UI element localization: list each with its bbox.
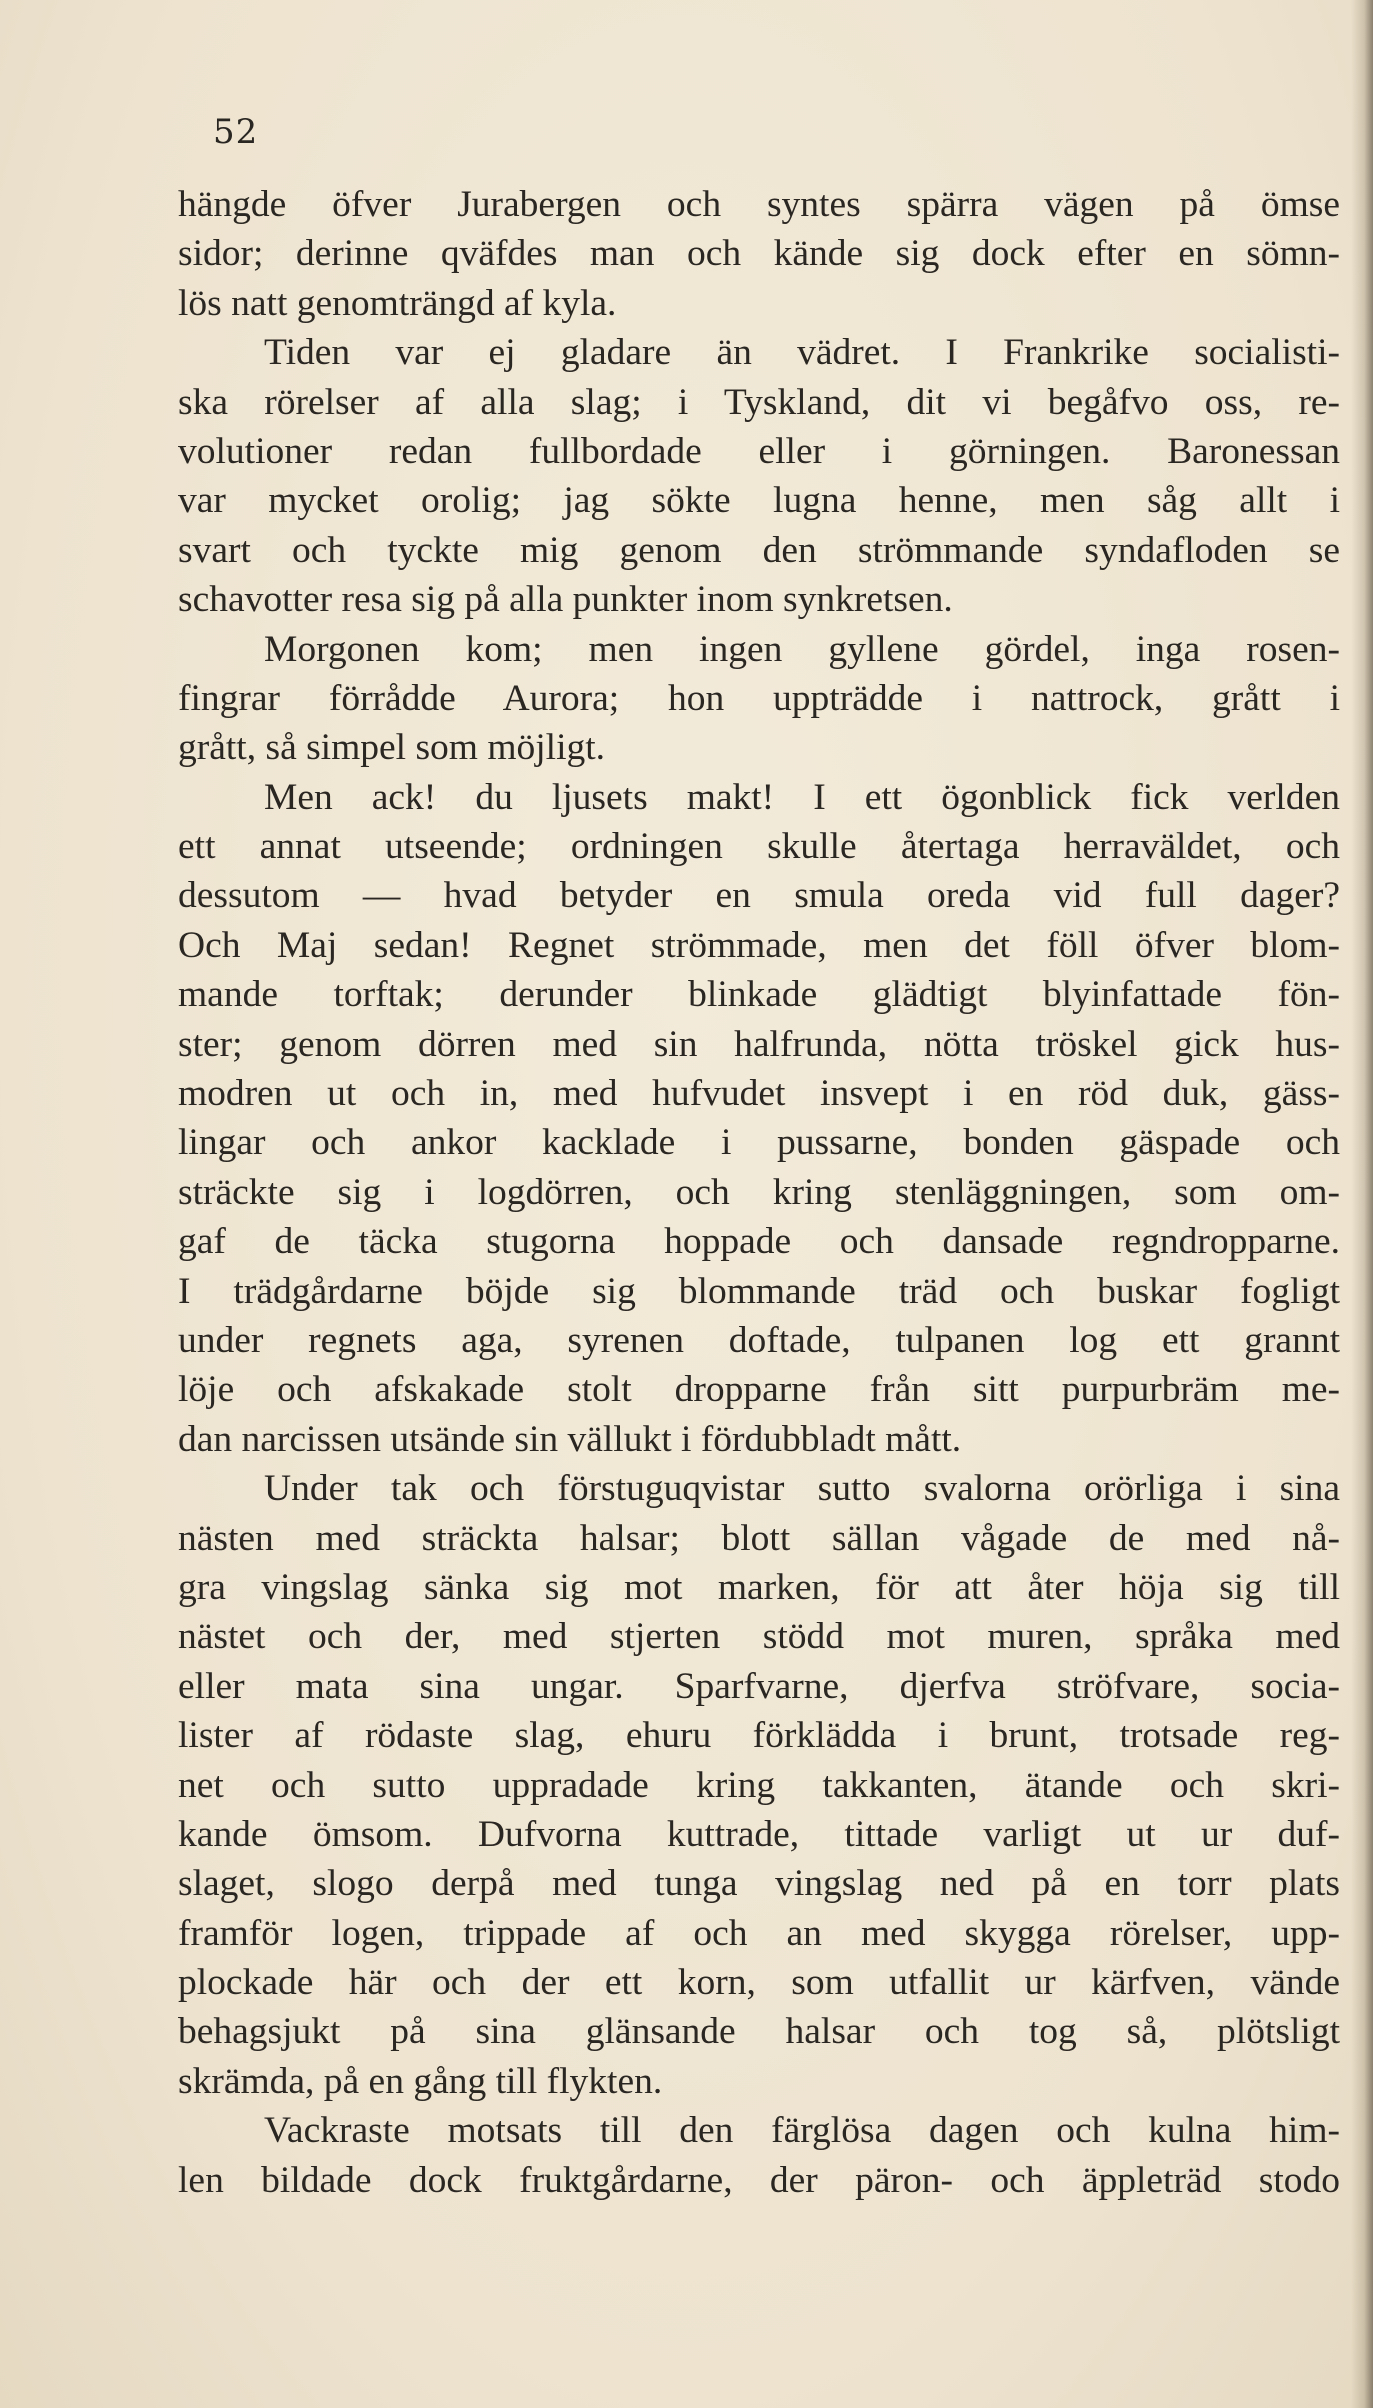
text-line: under regnets aga, syrenen doftade, tulpanen log ett grannt xyxy=(178,1319,1340,1361)
text-line: ett annat utseende; ordningen skulle återtaga herraväldet, och xyxy=(178,826,1340,868)
text-line: ska rörelser af alla slag; i Tyskland, dit vi begåfvo oss, re- xyxy=(178,381,1340,423)
text-line: mande torftak; derunder blinkade glädtigt blyinfattade fön- xyxy=(178,974,1340,1016)
text-line: I trädgårdarne böjde sig blommande träd och buskar fogligt xyxy=(178,1270,1340,1312)
text-line: skrämda, på en gång till flykten. xyxy=(178,2060,663,2102)
text-line: sträckte sig i logdörren, och kring stenläggningen, som om- xyxy=(178,1171,1340,1213)
text-line: Vackraste motsats till den färglösa dagen och kulna him- xyxy=(264,2110,1340,2152)
text-line: net och sutto uppradade kring takkanten, ätande och skri- xyxy=(178,1764,1340,1806)
text-line: Under tak och förstuguqvistar sutto svalorna orörliga i sina xyxy=(264,1468,1340,1510)
text-line: dan narcissen utsände sin vällukt i fördubbladt mått. xyxy=(178,1418,962,1460)
text-line: dessutom — hvad betyder en smula oreda vid full dager? xyxy=(178,875,1340,917)
text-line: grått, så simpel som möjligt. xyxy=(178,727,606,769)
text-line: len bildade dock fruktgårdarne, der päron- och äppleträd stodo xyxy=(178,2159,1340,2201)
text-line: fingrar förrådde Aurora; hon uppträdde i nattrock, grått i xyxy=(178,677,1340,719)
text-line: löje och afskakade stolt dropparne från sitt purpurbräm me- xyxy=(178,1369,1340,1411)
text-line: slaget, slogo derpå med tunga vingslag ned på en torr plats xyxy=(178,1863,1340,1905)
text-line: lister af rödaste slag, ehuru förklädda i brunt, trotsade reg- xyxy=(178,1715,1340,1757)
text-line: volutioner redan fullbordade eller i görningen. Baronessan xyxy=(178,430,1340,472)
text-line: plockade här och der ett korn, som utfallit ur kärfven, vände xyxy=(178,1962,1340,2004)
page-number: 52 xyxy=(213,112,259,152)
text-line: gra vingslag sänka sig mot marken, för att åter höja sig till xyxy=(178,1566,1340,1608)
text-line: lingar och ankor kacklade i pussarne, bonden gäspade och xyxy=(178,1122,1340,1164)
text-line: kande ömsom. Dufvorna kuttrade, tittade varligt ut ur duf- xyxy=(178,1813,1340,1855)
text-line: schavotter resa sig på alla punkter inom synkretsen. xyxy=(178,579,953,621)
text-line: nästet och der, med stjerten stödd mot muren, språka med xyxy=(178,1616,1340,1658)
text-line: eller mata sina ungar. Sparfvarne, djerfva ströfvare, socia- xyxy=(178,1665,1340,1707)
body-text xyxy=(178,180,1340,2205)
text-line: ster; genom dörren med sin halfrunda, nötta tröskel gick hus- xyxy=(178,1023,1340,1065)
text-line: Men ack! du ljusets makt! I ett ögonblick fick verlden xyxy=(264,776,1340,818)
text-line: Morgonen kom; men ingen gyllene gördel, inga rosen- xyxy=(264,628,1340,670)
text-line: Och Maj sedan! Regnet strömmade, men det föll öfver blom- xyxy=(178,924,1340,966)
text-line: Tiden var ej gladare än vädret. I Frankrike socialisti- xyxy=(264,332,1340,374)
text-line: sidor; derinne qväfdes man och kände sig dock efter en sömn- xyxy=(178,233,1340,275)
text-line: behagsjukt på sina glänsande halsar och tog så, plötsligt xyxy=(178,2011,1340,2053)
text-line: nästen med sträckta halsar; blott sällan vågade de med nå- xyxy=(178,1517,1340,1559)
text-line: svart och tyckte mig genom den strömmande syndafloden se xyxy=(178,529,1340,571)
text-line: framför logen, trippade af och an med skygga rörelser, upp- xyxy=(178,1912,1340,1954)
page-edge-shadow xyxy=(1351,0,1373,2408)
text-line: gaf de täcka stugorna hoppade och dansade regndropparne. xyxy=(178,1221,1340,1263)
text-line: lös natt genomträngd af kyla. xyxy=(178,282,617,324)
text-line: hängde öfver Jurabergen och syntes spärra vägen på ömse xyxy=(178,184,1340,225)
text-line: modren ut och in, med hufvudet insvept i en röd duk, gäss- xyxy=(178,1073,1340,1115)
text-line: var mycket orolig; jag sökte lugna henne, men såg allt i xyxy=(178,480,1340,522)
